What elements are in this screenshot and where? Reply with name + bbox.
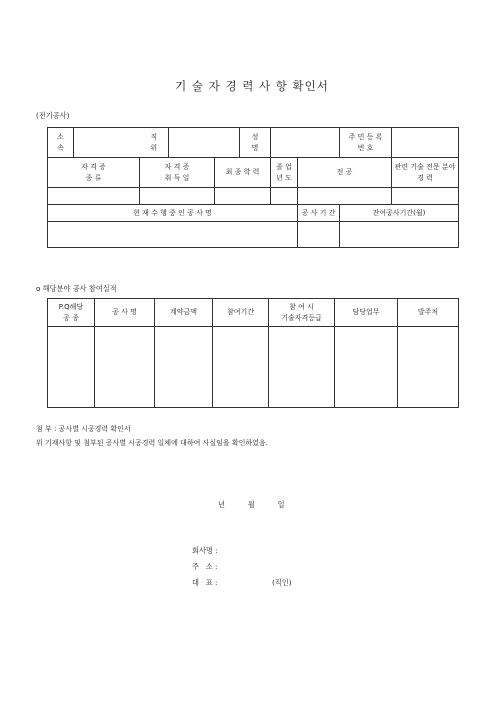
value-name[interactable]	[271, 128, 340, 158]
address-label: 주 소 :	[192, 562, 218, 571]
document-title: 기 술 자 경 력 사 항 확인서	[175, 79, 329, 93]
label-resident-number: 주 민 등 록 번 호	[340, 128, 392, 158]
cell-education[interactable]	[215, 188, 271, 205]
header-tech-grade: 참 여 시 기술자격등급	[269, 299, 335, 327]
cell-remaining-period[interactable]	[340, 222, 459, 248]
label-name: 성 명	[240, 128, 271, 158]
header-cert-type: 자 격 증 종 류	[48, 158, 140, 188]
representative-label: 대 표 :	[192, 578, 218, 587]
seal-label: (직인)	[272, 578, 292, 587]
header-major: 전 공	[298, 158, 392, 188]
header-related-career: 관련 기술 전문 분야 경 력	[392, 158, 459, 188]
personal-info-table	[47, 127, 459, 248]
company-label: 회사명 :	[192, 546, 218, 555]
header-project-period: 공 사 기 간	[298, 205, 340, 222]
cell-related-career[interactable]	[392, 188, 459, 205]
header-participation-period: 참여기간	[213, 299, 269, 327]
cell-grad-year[interactable]	[271, 188, 298, 205]
header-remaining-period: 잔여공사기간(월)	[340, 205, 459, 222]
cell-client[interactable]	[398, 327, 459, 408]
header-education: 최 종 학 력	[215, 158, 271, 188]
value-resident-number[interactable]	[392, 128, 459, 158]
date-line: 년 월 일	[218, 500, 285, 509]
cell-major[interactable]	[298, 188, 392, 205]
header-cert-date: 자 격 증 취 득 일	[140, 158, 215, 188]
cell-participation-period[interactable]	[213, 327, 269, 408]
confirmation-statement: 위 기재사항 및 첨부된 공사별 시공경력 일체에 대하여 사실임을 확인하였음.	[36, 439, 268, 447]
header-pq-type: P.Q해당 공 종	[48, 299, 95, 327]
cell-duty[interactable]	[335, 327, 398, 408]
label-affiliation: 소 속	[48, 128, 74, 158]
participation-table	[47, 298, 459, 408]
section-title: o 해당분야 공사 참여실적	[36, 284, 117, 293]
value-affiliation[interactable]	[74, 128, 140, 158]
category-label: (전기공사)	[36, 111, 70, 120]
cell-cert-type[interactable]	[48, 188, 140, 205]
header-project-name: 공 사 명	[95, 299, 155, 327]
header-contract-amount: 계약금액	[155, 299, 213, 327]
label-position: 직 위	[140, 128, 169, 158]
value-position[interactable]	[169, 128, 240, 158]
header-current-project: 현 재 수 행 중 인 공 사 명	[48, 205, 298, 222]
header-duty: 담당업무	[335, 299, 398, 327]
cell-pq-type[interactable]	[48, 327, 95, 408]
header-client: 발주처	[398, 299, 459, 327]
cell-contract-amount[interactable]	[155, 327, 213, 408]
cell-project-period[interactable]	[298, 222, 340, 248]
cell-cert-date[interactable]	[140, 188, 215, 205]
cell-project-name[interactable]	[95, 327, 155, 408]
attachment-note: 첨 부 : 공사별 시공경력 확인서	[36, 425, 131, 433]
cell-current-project[interactable]	[48, 222, 298, 248]
header-grad-year: 졸 업 년 도	[271, 158, 298, 188]
cell-tech-grade[interactable]	[269, 327, 335, 408]
